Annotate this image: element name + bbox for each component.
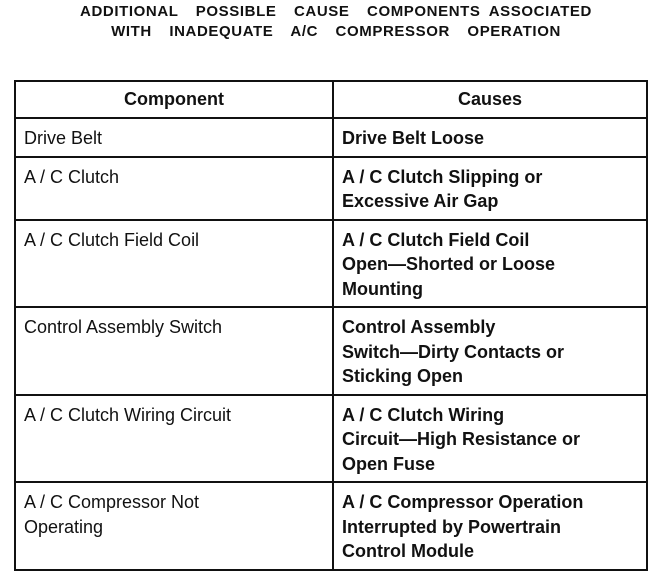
table-row <box>15 307 647 395</box>
component-text: A / C Clutch <box>24 166 120 187</box>
title-line-2: WITH INADEQUATE A/C COMPRESSOR OPERATION <box>111 23 561 40</box>
component-cell <box>15 307 333 395</box>
table-row <box>15 157 647 220</box>
component-text: A / C Compressor Not Operating <box>24 492 200 537</box>
cause-text: A / C Compressor Operation Interrupted by Powertrain Control Module <box>342 492 584 561</box>
cause-text: A / C Clutch Field Coil Open—Shorted or Loose Mounting <box>342 229 556 299</box>
component-text: A / C Clutch Wiring Circuit <box>24 404 232 425</box>
cause-cell <box>333 118 647 157</box>
component-text: Control Assembly Switch <box>24 317 223 337</box>
column-header-causes: Causes <box>333 81 647 118</box>
cause-cell <box>333 395 647 483</box>
table-row <box>15 118 647 157</box>
table-row <box>15 482 647 570</box>
document-title <box>0 2 672 42</box>
cause-cell <box>333 157 647 220</box>
cause-cell <box>333 307 647 395</box>
cause-cell <box>333 482 647 570</box>
component-text: A / C Clutch Field Coil <box>24 229 200 250</box>
component-cell <box>15 118 333 157</box>
component-cell <box>15 395 333 483</box>
title-line-1: ADDITIONAL POSSIBLE CAUSE COMPONENTS ASSOCIATED <box>80 3 592 20</box>
causes-table <box>14 80 648 571</box>
table-row <box>15 395 647 483</box>
component-cell <box>15 482 333 570</box>
component-text: Drive Belt <box>24 128 103 148</box>
cause-text: A / C Clutch Slipping or Excessive Air Gap <box>342 166 543 211</box>
table-header-row <box>15 81 647 118</box>
cause-text: A / C Clutch Wiring Circuit—High Resistance or Open Fuse <box>342 404 581 474</box>
component-cell <box>15 157 333 220</box>
column-header-component: Component <box>15 81 333 118</box>
table-row <box>15 220 647 308</box>
cause-text: Control Assembly Switch—Dirty Contacts or Sticking Open <box>342 317 565 386</box>
component-cell <box>15 220 333 308</box>
cause-cell <box>333 220 647 308</box>
cause-text: Drive Belt Loose <box>342 128 485 148</box>
